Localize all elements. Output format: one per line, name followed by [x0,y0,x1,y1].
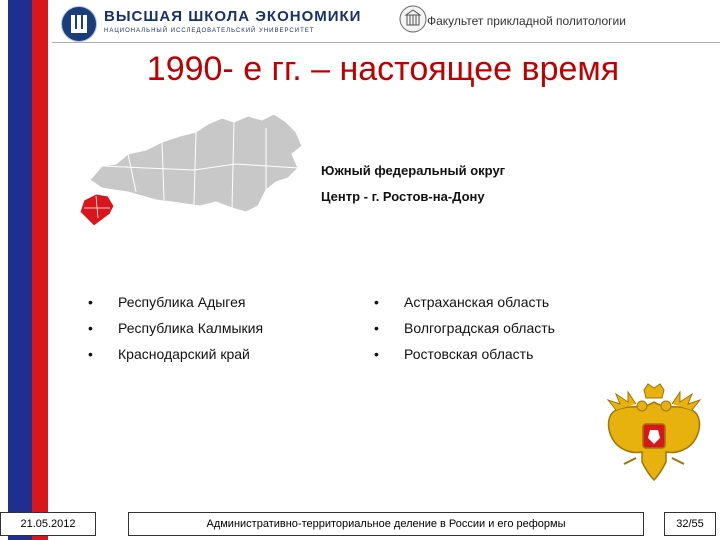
coat-of-arms-icon [602,380,707,490]
footer-title: Административно-территориальное деление в России и его реформы [128,512,644,536]
hse-logo [52,2,362,42]
logo-title: ВЫСШАЯ ШКОЛА ЭКОНОМИКИ [104,8,362,25]
list-item: • Ростовская область [404,341,555,367]
slide-title: 1990- е гг. – настоящее время [146,50,620,88]
russia-map [76,108,306,233]
faculty-emblem-icon [398,4,428,34]
regions-list-right [404,289,555,367]
district-info [321,158,505,210]
logo-subtitle: НАЦИОНАЛЬНЫЙ ИССЛЕДОВАТЕЛЬСКИЙ УНИВЕРСИТЕТ [104,28,315,34]
header-divider [52,42,720,43]
list-item: • Краснодарский край [118,341,263,367]
russia-territory [90,114,302,212]
district-name: Южный федеральный округ [321,163,506,178]
district-center: Центр - г. Ростов-на-Дону [321,189,485,204]
list-item: • Республика Калмыкия [118,315,263,341]
regions-list-left [118,289,263,367]
faculty-name: Факультет прикладной политологии [427,14,626,28]
footer-date: 21.05.2012 [0,512,96,536]
page-number: 32/55 [664,512,716,536]
list-item: • Республика Адыгея [118,289,263,315]
list-item: • Волгоградская область [404,315,555,341]
hse-logo-icon [61,6,97,42]
list-item: • Астраханская область [404,289,555,315]
